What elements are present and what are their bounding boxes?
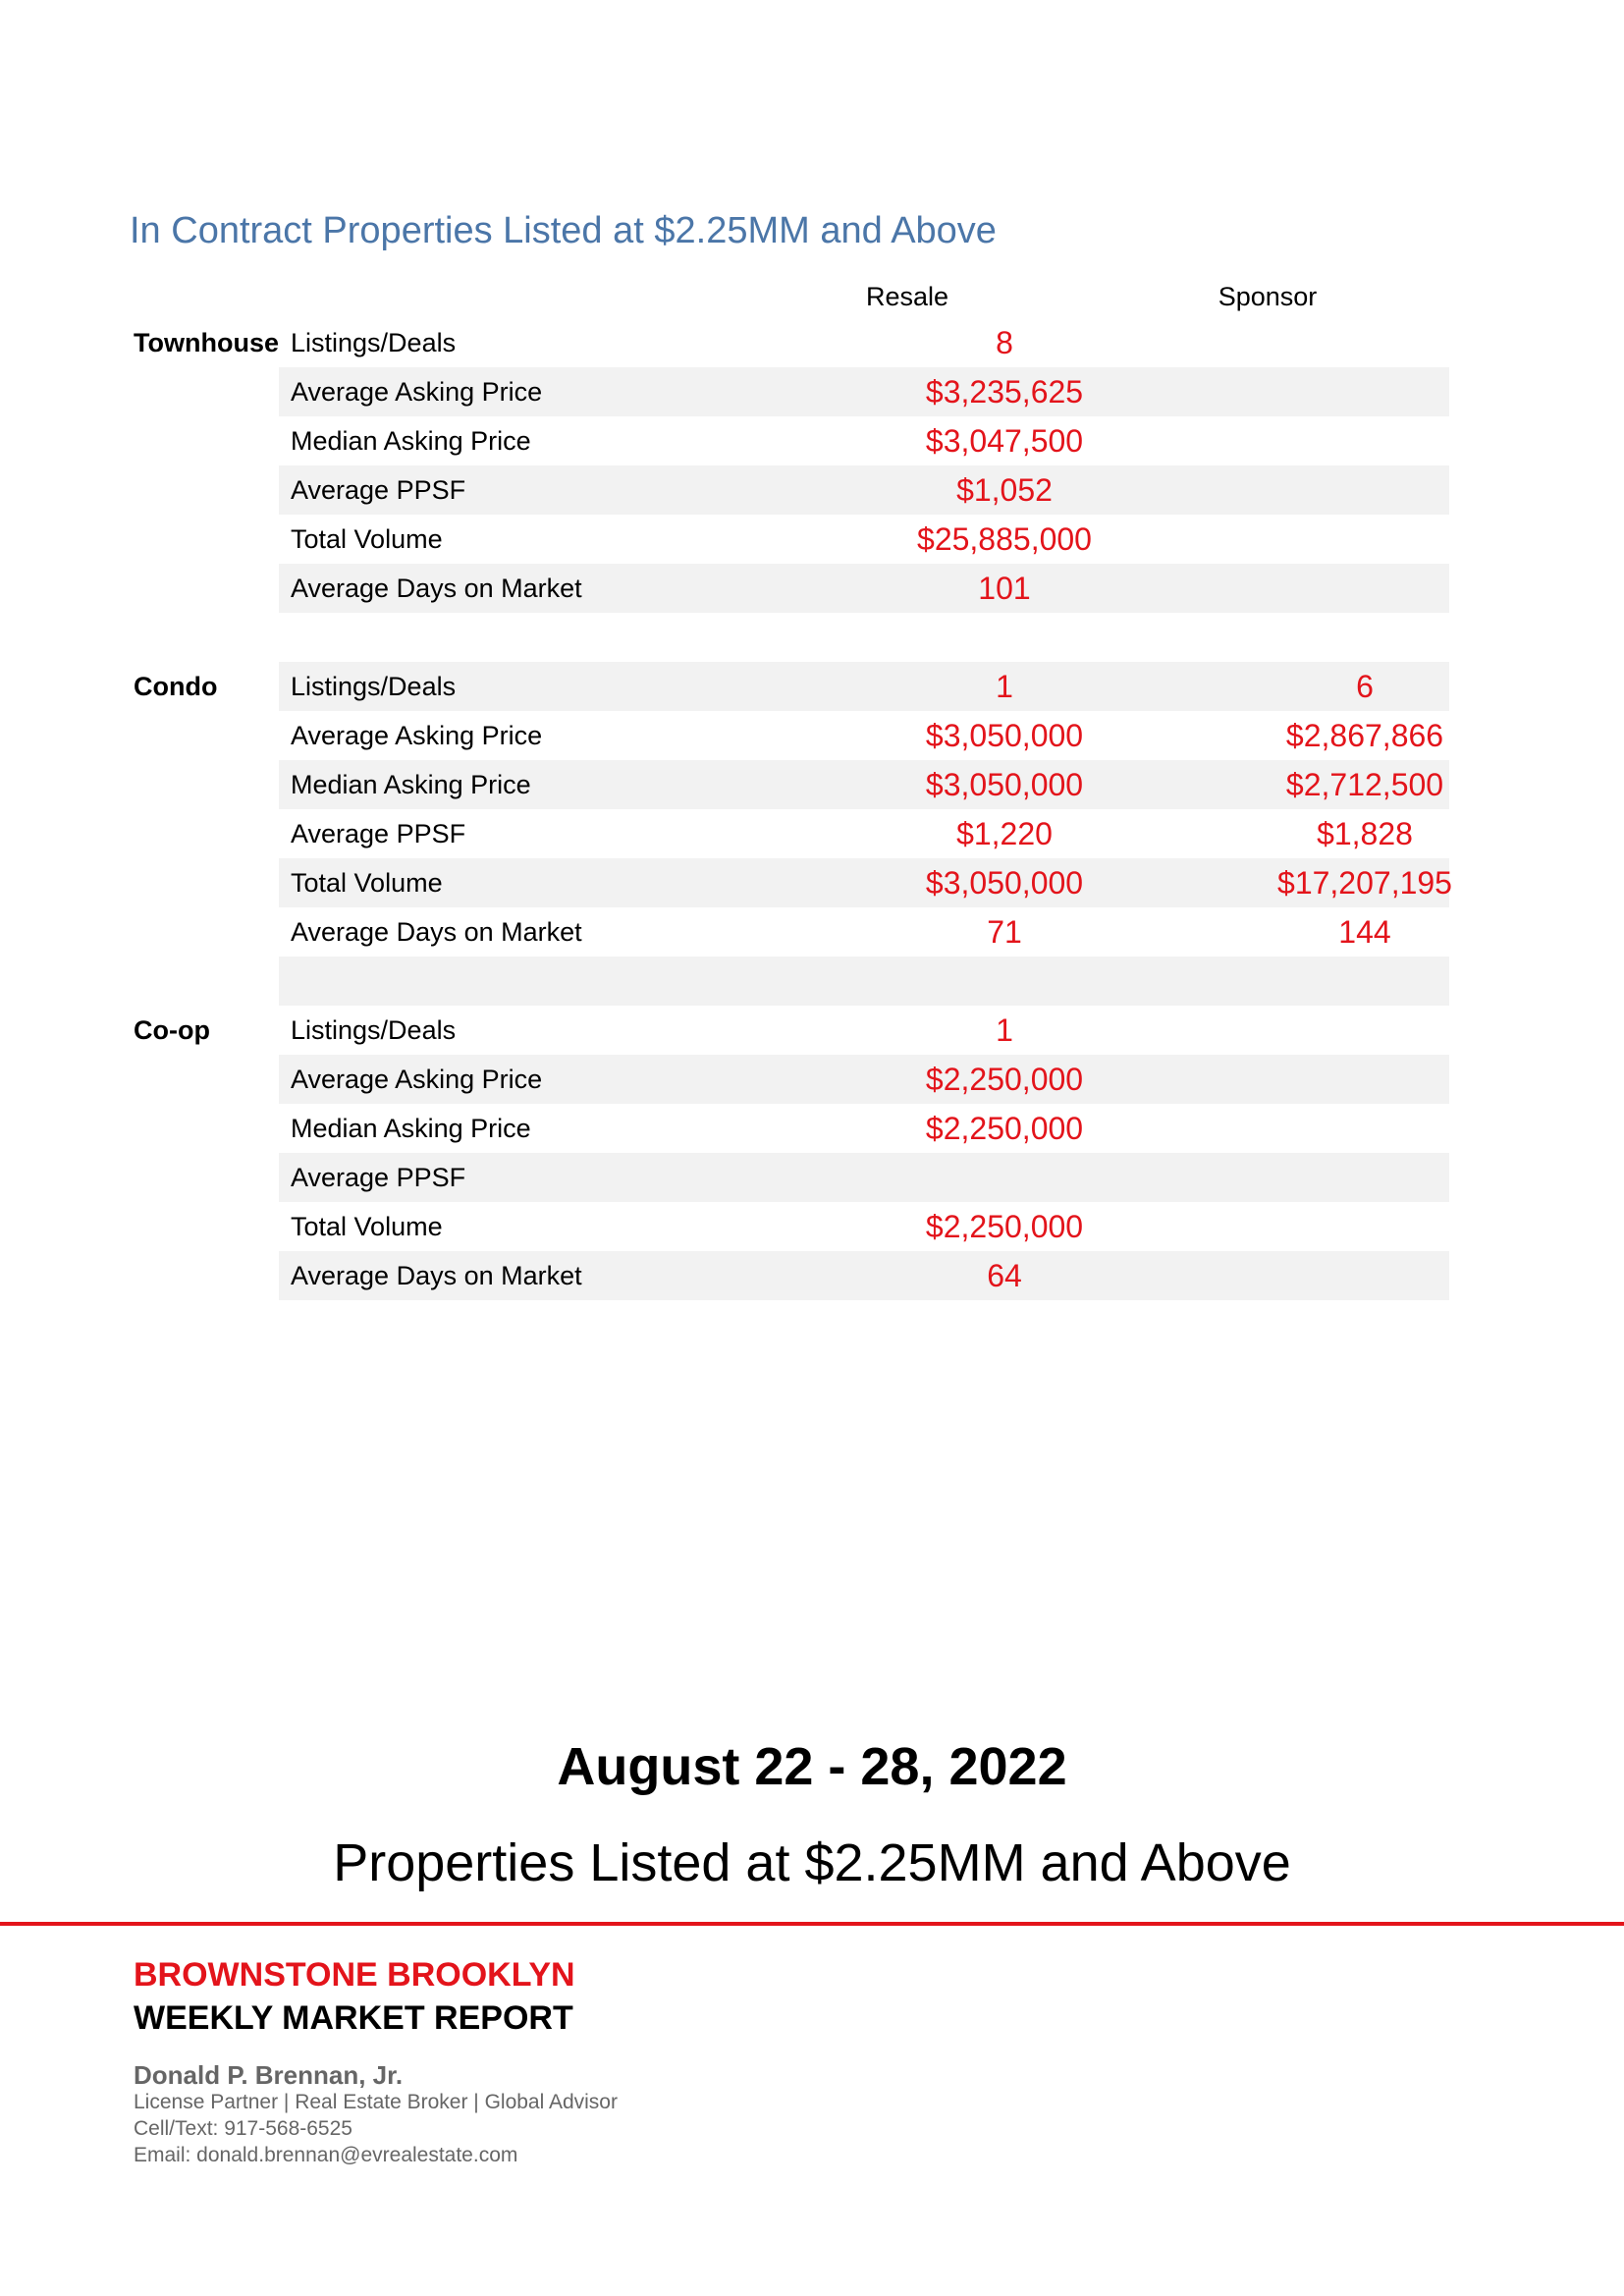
- resale-value: $3,050,000: [925, 718, 1084, 753]
- row-label: Average Asking Price: [291, 1065, 543, 1094]
- table-row: [279, 416, 1449, 465]
- table-row: [279, 907, 1449, 957]
- row-label: Average PPSF: [291, 475, 466, 505]
- sponsor-value: [1188, 1006, 1542, 1055]
- resale-value: $3,050,000: [925, 767, 1084, 802]
- row-label: Average Days on Market: [291, 574, 582, 603]
- sponsor-value: 144: [1338, 914, 1391, 950]
- resale-value: $3,235,625: [925, 374, 1084, 410]
- row-label: Average Days on Market: [291, 917, 582, 947]
- sponsor-value: $1,828: [1317, 816, 1413, 851]
- resale-value: $1,220: [956, 816, 1053, 851]
- resale-value: 8: [996, 325, 1013, 360]
- resale-value: 64: [987, 1258, 1022, 1293]
- resale-value: $2,250,000: [925, 1209, 1084, 1244]
- row-label: Average Asking Price: [291, 377, 543, 407]
- sponsor-value: [1188, 416, 1542, 465]
- brand-name: BROWNSTONE BROOKLYN: [134, 1956, 575, 1994]
- agent-phone: Cell/Text: 917-568-6525: [134, 2117, 352, 2140]
- sponsor-value: [1188, 367, 1542, 416]
- sponsor-value: [1188, 1251, 1542, 1300]
- row-label: Listings/Deals: [291, 328, 457, 357]
- sponsor-value: [1188, 465, 1542, 515]
- table-row: [279, 662, 1449, 711]
- row-label: Median Asking Price: [291, 770, 531, 799]
- sponsor-value: [1188, 1104, 1542, 1153]
- resale-value: 1: [996, 669, 1013, 704]
- page-title: In Contract Properties Listed at $2.25MM and Above: [130, 210, 997, 251]
- row-label: Average PPSF: [291, 819, 466, 848]
- column-header-sponsor: Sponsor: [1218, 282, 1318, 311]
- table-row: [279, 367, 1449, 416]
- row-label: Average Days on Market: [291, 1261, 582, 1290]
- row-label: Listings/Deals: [291, 1015, 457, 1045]
- sponsor-value: 6: [1356, 669, 1374, 704]
- row-label: Median Asking Price: [291, 426, 531, 456]
- table-row: [279, 1251, 1449, 1300]
- table-row: [279, 1055, 1449, 1104]
- sponsor-value: [1188, 318, 1542, 367]
- table-row: [279, 809, 1449, 858]
- agent-name: Donald P. Brennan, Jr.: [134, 2060, 404, 2090]
- table-row: [279, 711, 1449, 760]
- resale-value: [828, 1153, 1181, 1202]
- table-row: [279, 1153, 1449, 1202]
- row-label: Total Volume: [291, 1212, 443, 1241]
- spacer-row: [279, 957, 1449, 1006]
- table-row: [279, 318, 1449, 367]
- sponsor-value: $2,712,500: [1285, 767, 1444, 802]
- table-row: [279, 1006, 1449, 1055]
- group-label: Condo: [134, 672, 218, 701]
- sponsor-value: [1188, 1055, 1542, 1104]
- table-row: [279, 465, 1449, 515]
- report-date-range: August 22 - 28, 2022: [557, 1737, 1067, 1796]
- sponsor-value: [1188, 1202, 1542, 1251]
- group-label: Townhouse: [134, 328, 279, 357]
- footer-divider: [0, 1922, 1624, 1926]
- report-subtitle: Properties Listed at $2.25MM and Above: [333, 1833, 1291, 1892]
- table-row: [279, 1104, 1449, 1153]
- agent-title: License Partner | Real Estate Broker | Global Advisor: [134, 2091, 618, 2113]
- resale-value: 71: [987, 914, 1022, 950]
- resale-value: $3,047,500: [925, 423, 1084, 459]
- sponsor-value: $2,867,866: [1285, 718, 1444, 753]
- row-label: Total Volume: [291, 868, 443, 898]
- column-header-resale: Resale: [865, 282, 949, 311]
- resale-value: $2,250,000: [925, 1111, 1084, 1146]
- resale-value: 1: [996, 1012, 1013, 1048]
- resale-value: 101: [978, 571, 1031, 606]
- table-row: [279, 858, 1452, 907]
- row-label: Total Volume: [291, 524, 443, 554]
- resale-value: $25,885,000: [917, 521, 1092, 557]
- resale-value: $1,052: [956, 472, 1053, 508]
- resale-value: $2,250,000: [925, 1062, 1084, 1097]
- row-label: Average Asking Price: [291, 721, 543, 750]
- table-row: [279, 515, 1449, 564]
- table-row: [279, 564, 1449, 613]
- sponsor-value: [1188, 1153, 1542, 1202]
- sponsor-value: [1188, 564, 1542, 613]
- row-label: Average PPSF: [291, 1163, 466, 1192]
- resale-value: $3,050,000: [925, 865, 1084, 901]
- sponsor-value: $17,207,195: [1277, 865, 1452, 901]
- agent-email: Email: donald.brennan@evrealestate.com: [134, 2144, 518, 2166]
- row-label: Median Asking Price: [291, 1114, 531, 1143]
- sponsor-value: [1188, 515, 1542, 564]
- brand-report-name: WEEKLY MARKET REPORT: [134, 1999, 573, 2037]
- table-row: [279, 1202, 1449, 1251]
- row-label: Listings/Deals: [291, 672, 457, 701]
- table-row: [279, 760, 1449, 809]
- group-label: Co-op: [134, 1015, 210, 1045]
